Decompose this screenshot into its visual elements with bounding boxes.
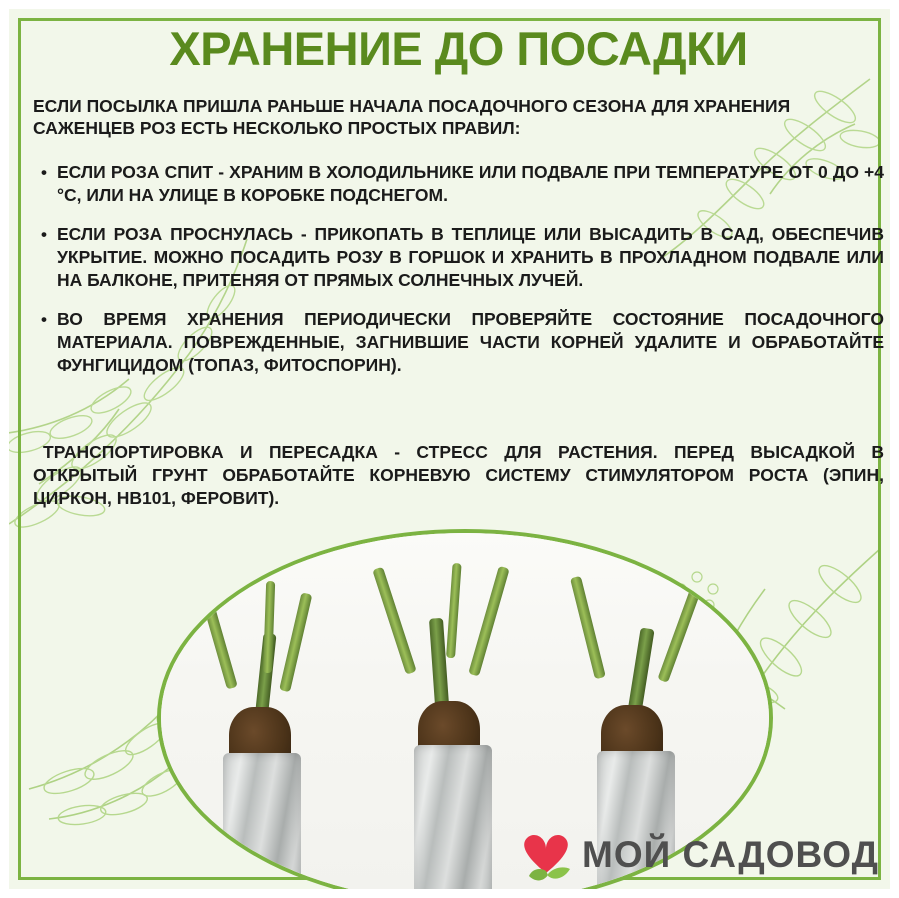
list-item-text: ВО ВРЕМЯ ХРАНЕНИЯ ПЕРИОДИЧЕСКИ ПРОВЕРЯЙТЕ СОСТОЯНИЕ ПОСАДОЧНОГО МАТЕРИАЛА. ПОВРЕЖДЕННЫЕ, ЗАГНИВШИЕ ЧАСТИ КОРНЕЙ УДАЛИТЕ И ОБРАБОТАЙТЕ ФУНГИЦИДОМ (ТОПАЗ, ФИТОСПОРИН). bbox=[57, 309, 884, 375]
heart-leaf-icon bbox=[514, 827, 578, 889]
outro-paragraph: ТРАНСПОРТИРОВКА И ПЕРЕСАДКА - СТРЕСС ДЛЯ РАСТЕНИЯ. ПЕРЕД ВЫСАДКОЙ В ОТКРЫТЫЙ ГРУНТ ОБРАБОТАЙТЕ КОРНЕВУЮ СИСТЕМУ СТИМУЛЯТОРОМ РОСТА (ЭПИН, ЦИРКОН, НВ101, ФЕРОВИТ). bbox=[33, 442, 884, 508]
rules-list bbox=[33, 161, 884, 393]
list-item bbox=[33, 161, 884, 207]
bullet-marker-icon: • bbox=[41, 225, 47, 244]
bullet-marker-icon: • bbox=[41, 310, 47, 329]
seedling-left bbox=[201, 573, 351, 898]
intro-paragraph: ЕСЛИ ПОСЫЛКА ПРИШЛА РАНЬШЕ НАЧАЛА ПОСАДОЧНОГО СЕЗОНА ДЛЯ ХРАНЕНИЯ САЖЕНЦЕВ РОЗ ЕСТЬ НЕСКОЛЬКО ПРОСТЫХ ПРАВИЛ: bbox=[33, 96, 791, 138]
list-item-text: ЕСЛИ РОЗА СПИТ - ХРАНИМ В ХОЛОДИЛЬНИКЕ ИЛИ ПОДВАЛЕ ПРИ ТЕМПЕРАТУРЕ ОТ 0 ДО +4 °С, ИЛИ НА УЛИЦЕ В КОРОБКЕ ПОДСНЕГОМ. bbox=[57, 162, 884, 205]
poster-content bbox=[9, 9, 899, 898]
brand-logo bbox=[514, 827, 886, 889]
brand-name: МОЙ САДОВОД bbox=[582, 834, 879, 875]
bullet-marker-icon: • bbox=[41, 163, 47, 182]
seedling-center bbox=[376, 563, 536, 898]
list-item bbox=[33, 308, 884, 377]
list-item bbox=[33, 223, 884, 292]
list-item-text: ЕСЛИ РОЗА ПРОСНУЛАСЬ - ПРИКОПАТЬ В ТЕПЛИЦЕ ИЛИ ВЫСАДИТЬ В САД, ОБЕСПЕЧИВ УКРЫТИЕ. МОЖНО ПОСАДИТЬ РОЗУ В ГОРШОК И ХРАНИТЬ В ПРОХЛАДНОМ ПОДВАЛЕ ИЛИ НА БАЛКОНЕ, ПРИТЕНЯЯ ОТ ПРЯМЫХ СОЛНЕЧНЫХ ЛУЧЕЙ. bbox=[57, 224, 884, 290]
page-title: ХРАНЕНИЕ ДО ПОСАДКИ bbox=[169, 22, 748, 75]
